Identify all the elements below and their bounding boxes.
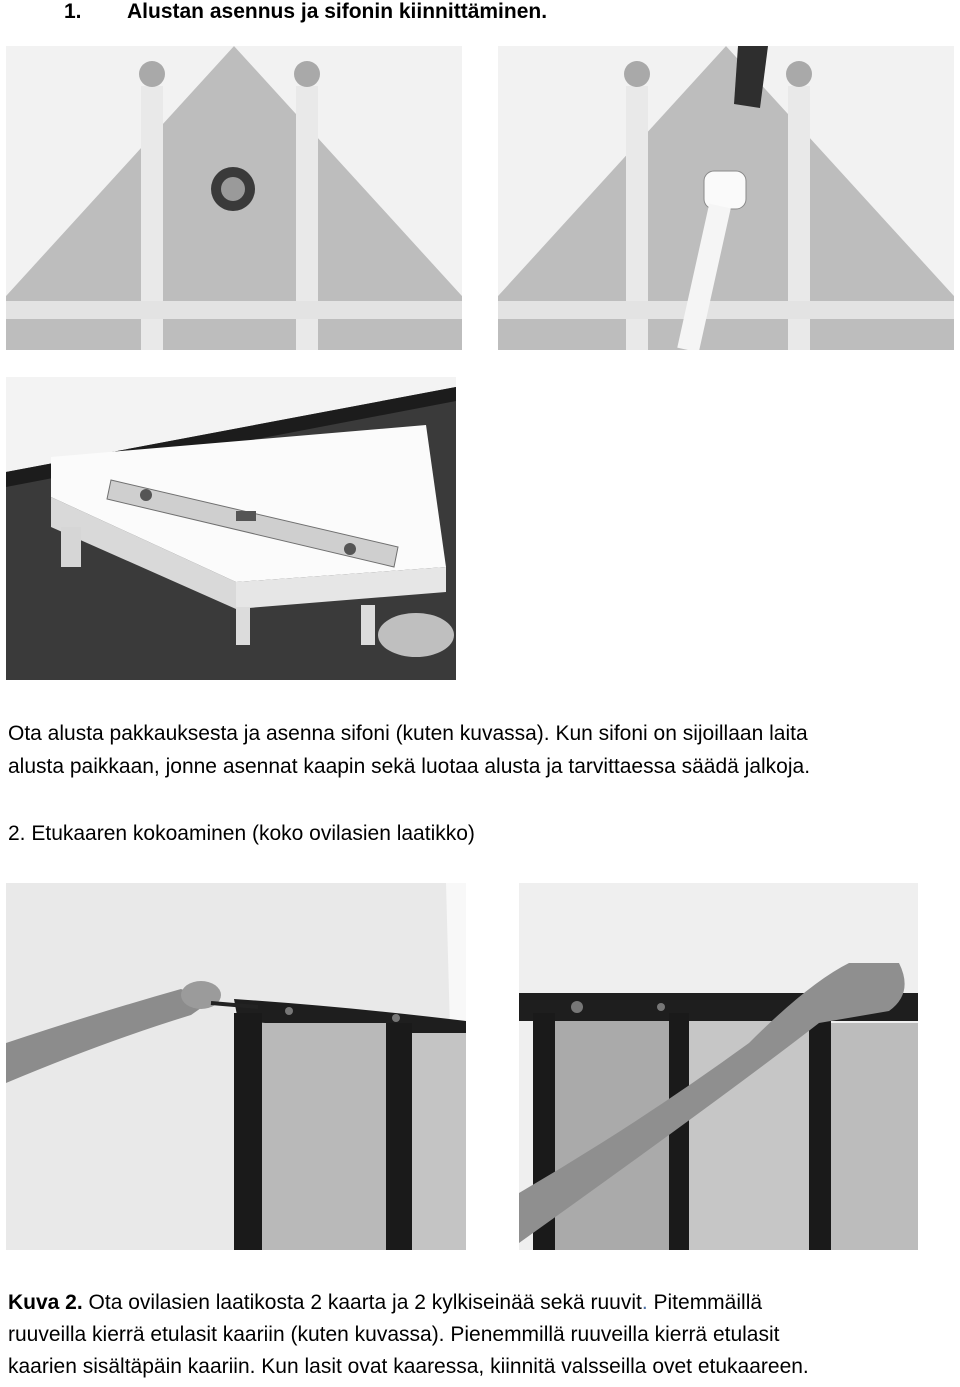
photo-tray-underside (6, 46, 462, 350)
photo-siphon-attached (498, 46, 954, 350)
caption-line-3: kaarien sisältäpäin kaariin. Kun lasit ovat kaaressa, kiinnitä valsseilla ovet etukaareen. (8, 1355, 809, 1378)
caption-line-1-period: . (641, 1291, 648, 1314)
instruction-paragraph-line-2: alusta paikkaan, jonne asennat kaapin sekä luotaa alusta ja tarvittaessa säädä jalkoja. (8, 755, 811, 778)
instruction-paragraph-line-1: Ota alusta pakkauksesta ja asenna sifoni (kuten kuvassa). Kun sifoni on sijoillaan laita (8, 722, 808, 745)
section-2-title: 2. Etukaaren kokoaminen (koko ovilasien laatikko) (8, 822, 475, 845)
caption-line-2: ruuveilla kierrä etulasit kaariin (kuten kuvassa). Pienemmillä ruuveilla kierrä etulasit (8, 1323, 780, 1346)
photo-tray-with-level (6, 377, 456, 680)
caption-line-1-end: Pitemmäillä (647, 1291, 763, 1314)
photo-arm-on-frame (519, 883, 918, 1250)
caption-line-1-text: Ota ovilasien laatikosta 2 kaarta ja 2 kylkiseinää sekä ruuvit (82, 1291, 642, 1314)
caption-label: Kuva 2. (8, 1291, 83, 1314)
section-1-number: 1. (64, 0, 82, 23)
section-1-title: Alustan asennus ja sifonin kiinnittäminen. (127, 0, 548, 23)
caption-line-1 (8, 1288, 762, 1318)
photo-screwing-glass-to-arc (6, 883, 466, 1250)
